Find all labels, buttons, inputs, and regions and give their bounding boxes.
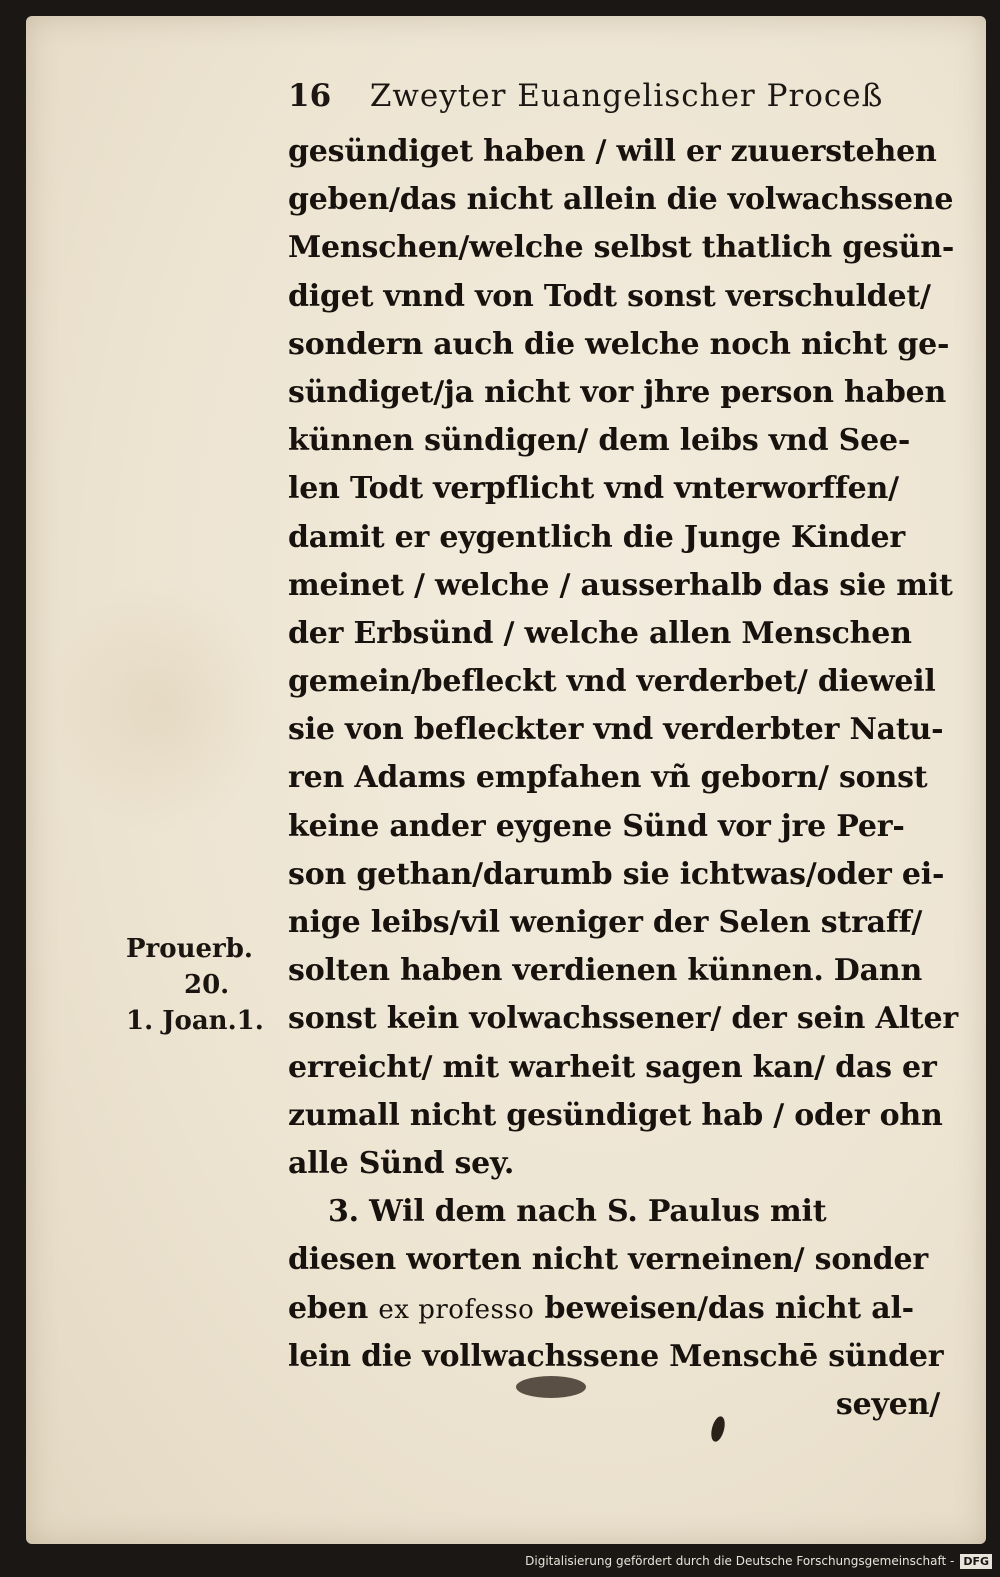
text-line: der Erbsünd / welche allen Menschen — [288, 615, 912, 651]
footer-credit: Digitalisierung gefördert durch die Deutsche Forschungsgemeinschaft - — [525, 1554, 955, 1568]
digitization-footer — [525, 1551, 992, 1571]
line-text-pre: eben — [288, 1290, 379, 1326]
text-line: solten haben verdienen künnen. Dann — [288, 953, 923, 989]
margin-note-john: 1. Joan.1. — [126, 1006, 264, 1036]
text-line: gesündiget haben / will er zuuerstehen — [288, 134, 937, 169]
text-line: son gethan/darumb sie ichtwas/oder ei- — [288, 856, 945, 892]
text-line: sündiget/ja nicht vor jhre person haben — [288, 374, 947, 410]
text-line: erreicht/ mit warheit sagen kan/ das er — [288, 1049, 937, 1085]
page-number: 16 — [288, 78, 332, 114]
text-line: gemein/befleckt vnd verderbet/ dieweil — [288, 664, 936, 700]
running-head: Zweyter Euangelischer Proceß — [369, 78, 884, 114]
book-page — [26, 16, 986, 1544]
text-line: damit er eygentlich die Junge Kinder — [288, 519, 905, 555]
paragraph-3-line-1: 3. Wil dem nach S. Paulus mit — [328, 1194, 827, 1230]
text-line: meinet / welche / ausserhalb das sie mit — [288, 567, 953, 603]
catchword: seyen/ — [835, 1386, 940, 1422]
text-line: sonst kein volwachssener/ der sein Alter — [288, 1001, 958, 1037]
text-line: keine ander eygene Sünd vor jre Per- — [288, 808, 905, 844]
line-text-post: beweisen/das nicht al- — [534, 1290, 914, 1326]
paragraph-3-line-3 — [288, 1285, 986, 1333]
water-stain — [46, 576, 276, 836]
latin-phrase: ex professo — [378, 1294, 535, 1325]
text-line: nige leibs/vil weniger der Selen straff/ — [288, 905, 923, 940]
margin-note-proverbs: Prouerb. — [126, 934, 253, 964]
text-line: sondern auch die welche noch nicht ge- — [288, 326, 950, 362]
body-text — [288, 128, 986, 1429]
page-header — [288, 78, 888, 124]
text-line: künnen sündigen/ dem leibs vnd See- — [288, 423, 911, 459]
text-line: sie von befleckter vnd verderbter Natu- — [288, 712, 944, 748]
margin-notes — [126, 931, 286, 1039]
text-line: ren Adams empfahen vñ geborn/ sonst — [288, 760, 928, 796]
text-line: diget vnnd von Todt sonst verschuldet/ — [288, 278, 931, 314]
text-line: geben/das nicht allein die volwachssene — [288, 182, 954, 218]
text-line: Menschen/welche selbst thatlich gesün- — [288, 230, 955, 266]
text-line: len Todt verpflicht vnd vnterworffen/ — [288, 471, 899, 507]
text-line: alle Sünd sey. — [288, 1145, 515, 1181]
ink-smudge — [516, 1376, 586, 1398]
paragraph-3-line-4: lein die vollwachssene Menschē sünder — [288, 1338, 944, 1374]
margin-note-chapter: 20. — [184, 970, 230, 1000]
paragraph-3-line-2: diesen worten nicht verneinen/ sonder — [288, 1242, 929, 1278]
text-line: zumall nicht gesündiget hab / oder ohn — [288, 1097, 943, 1133]
dfg-logo: DFG — [960, 1554, 992, 1569]
